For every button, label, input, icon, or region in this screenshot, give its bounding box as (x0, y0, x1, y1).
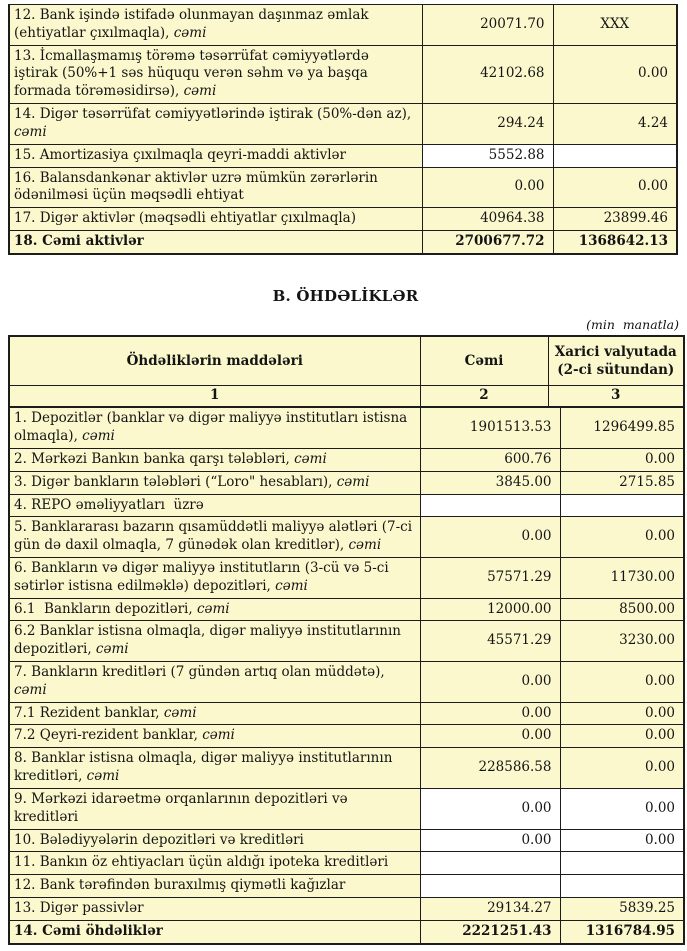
row-label-cell (9, 471, 420, 494)
total-value-cell: 1901513.53 (420, 407, 560, 448)
row-label-cell (9, 5, 422, 46)
row-label-italic-suffix: cəmi (14, 681, 47, 698)
row-label-italic-suffix: cəmi (14, 123, 47, 140)
row-label-cell (9, 875, 420, 898)
total-value-cell (420, 875, 560, 898)
table-row (9, 875, 684, 898)
foreign-currency-value-cell (560, 875, 684, 898)
foreign-currency-value-cell: 3230.00 (560, 621, 684, 662)
column-number-row (9, 386, 684, 407)
row-label-cell (9, 725, 420, 748)
row-label-italic-suffix: cəmi (202, 727, 235, 744)
table-row (9, 852, 684, 875)
total-value-cell: 0.00 (420, 662, 560, 703)
row-label-cell (9, 748, 420, 789)
table-row (9, 144, 677, 167)
row-label-cell (9, 662, 420, 703)
foreign-currency-value-cell (560, 852, 684, 875)
foreign-currency-value-cell: 0.00 (560, 748, 684, 789)
foreign-currency-value-cell: 5839.25 (560, 897, 684, 920)
foreign-currency-value-cell: 0.00 (560, 788, 684, 829)
row-label-text: 10. Bələdiyyələrin depozitləri və kreditləri (14, 831, 304, 848)
table-row (9, 45, 677, 103)
table-row (9, 208, 677, 231)
total-value-cell: 57571.29 (420, 557, 560, 598)
table-row (9, 788, 684, 829)
foreign-currency-value-cell: 0.00 (560, 702, 684, 725)
foreign-currency-value-cell (553, 144, 677, 167)
table-row (9, 557, 684, 598)
row-label-cell (9, 920, 420, 943)
row-label-text: 14. Cəmi öhdəliklər (14, 922, 163, 939)
total-value-cell: 0.00 (420, 788, 560, 829)
foreign-currency-value-cell: 0.00 (560, 517, 684, 558)
header-items-label: Öhdəliklərin maddələri (9, 336, 420, 386)
total-value-cell: 2700677.72 (422, 230, 553, 253)
foreign-currency-value-cell: 1316784.95 (560, 920, 684, 943)
liabilities-table (8, 335, 685, 945)
row-label-cell (9, 702, 420, 725)
row-label-text: 7.2 Qeyri-rezident banklar, (14, 727, 203, 744)
row-label-text: 6.1 Bankların depozitləri, (14, 600, 197, 617)
total-value-cell: 294.24 (422, 104, 553, 145)
row-label-cell (9, 208, 422, 231)
row-label-text: 8. Banklar istisna olmaqla, digər maliyyə institutlarının kreditləri, (14, 750, 393, 785)
row-label-text: 7. Bankların kreditləri (7 gündən artıq olan müddətə), (14, 664, 385, 681)
total-value-cell: 0.00 (420, 725, 560, 748)
row-label-text: 1. Depozitlər (banklar və digər maliyyə institutları istisna olmaqla), (14, 410, 408, 445)
header-foreign-currency-label: Xarici valyutada (2-ci sütundan) (548, 336, 684, 386)
row-label-cell (9, 829, 420, 852)
assets-table (8, 4, 678, 255)
row-label-cell (9, 897, 420, 920)
table-row (9, 662, 684, 703)
total-value-cell: 600.76 (420, 448, 560, 471)
row-label-cell (9, 621, 420, 662)
table-row (9, 407, 684, 448)
row-label-text: 12. Bank işində istifadə olunmayan daşınmaz əmlak (ehtiyatlar çıxılmaqla), (14, 7, 369, 41)
total-value-cell: 45571.29 (420, 621, 560, 662)
row-label-text: 7.1 Rezident banklar, (14, 704, 164, 721)
row-label-cell (9, 788, 420, 829)
table-row (9, 230, 677, 253)
foreign-currency-value-cell: 0.00 (560, 662, 684, 703)
table-row (9, 517, 684, 558)
row-label-text: 5. Banklararası bazarın qısamüddətli maliyyə alətləri (7-ci gün də daxil olmaqla, 7 günədək olan kreditlər), (14, 519, 413, 554)
liabilities-header-row (9, 336, 684, 386)
row-label-italic-suffix: cəmi (82, 428, 115, 445)
row-label-italic-suffix: cəmi (173, 24, 207, 41)
row-label-text: 4. REPO əməliyyatları üzrə (14, 496, 204, 513)
units-note: (min manatla) (586, 316, 679, 332)
row-label-text: 17. Digər aktivlər (məqsədli ehtiyatlar çıxılmaqla) (14, 210, 357, 227)
total-value-cell: 0.00 (420, 517, 560, 558)
total-value-cell: 228586.58 (420, 748, 560, 789)
row-label-cell (9, 448, 420, 471)
row-label-italic-suffix: cəmi (275, 577, 308, 594)
table-row (9, 494, 684, 517)
row-label-text: 14. Digər təsərrüfat cəmiyyətlərində iştirak (50%-dən az), (14, 106, 412, 123)
foreign-currency-value-cell: 0.00 (560, 725, 684, 748)
foreign-currency-value-cell: 11730.00 (560, 557, 684, 598)
row-label-text: 18. Cəmi aktivlər (14, 232, 144, 249)
row-label-italic-suffix: cəmi (183, 83, 217, 100)
foreign-currency-value-cell: 8500.00 (560, 598, 684, 621)
row-label-text: 2. Mərkəzi Bankın banka qarşı tələbləri, (14, 450, 295, 467)
row-label-cell (9, 230, 422, 253)
table-row (9, 167, 677, 208)
row-label-italic-suffix: cəmi (336, 473, 370, 490)
table-row (9, 920, 684, 943)
table-row (9, 448, 684, 471)
row-label-italic-suffix: cəmi (196, 600, 230, 617)
total-value-cell: 3845.00 (420, 471, 560, 494)
table-row (9, 598, 684, 621)
table-row (9, 104, 677, 145)
row-label-cell (9, 144, 422, 167)
total-value-cell: 29134.27 (420, 897, 560, 920)
total-value-cell: 2221251.43 (420, 920, 560, 943)
foreign-currency-value-cell: 1296499.85 (560, 407, 684, 448)
row-label-cell (9, 598, 420, 621)
column-number-3: 3 (548, 386, 684, 407)
row-label-text: 15. Amortizasiya çıxılmaqla qeyri-maddi aktivlər (14, 146, 346, 163)
row-label-cell (9, 517, 420, 558)
row-label-text: 9. Mərkəzi idarəetmə orqanlarının depozitləri və kreditləri (14, 790, 348, 825)
total-value-cell (420, 494, 560, 517)
header-total-label: Cəmi (420, 336, 548, 386)
total-value-cell: 40964.38 (422, 208, 553, 231)
row-label-cell (9, 852, 420, 875)
row-label-cell (9, 494, 420, 517)
row-label-text: 6.2 Banklar istisna olmaqla, digər maliyyə institutlarının depozitləri, (14, 623, 401, 658)
total-value-cell: 5552.88 (422, 144, 553, 167)
foreign-currency-value-cell: 0.00 (560, 448, 684, 471)
table-row (9, 725, 684, 748)
row-label-text: 13. Digər passivlər (14, 899, 144, 916)
table-row (9, 897, 684, 920)
table-row (9, 702, 684, 725)
table-row (9, 621, 684, 662)
table-row (9, 829, 684, 852)
table-row (9, 748, 684, 789)
foreign-currency-value-cell: 1368642.13 (553, 230, 677, 253)
total-value-cell: 0.00 (422, 167, 553, 208)
total-value-cell: 0.00 (420, 702, 560, 725)
row-label-italic-suffix: cəmi (86, 768, 120, 785)
table-row (9, 471, 684, 494)
foreign-currency-value-cell: 0.00 (560, 829, 684, 852)
row-label-italic-suffix: cəmi (294, 450, 327, 467)
table-row (9, 5, 677, 46)
row-label-cell (9, 407, 420, 448)
foreign-currency-value-cell: XXX (553, 5, 677, 46)
foreign-currency-value-cell (560, 494, 684, 517)
foreign-currency-value-cell: 23899.46 (553, 208, 677, 231)
foreign-currency-value-cell: 2715.85 (560, 471, 684, 494)
column-number-2: 2 (420, 386, 548, 407)
total-value-cell: 20071.70 (422, 5, 553, 46)
column-number-1: 1 (9, 386, 420, 407)
row-label-cell (9, 557, 420, 598)
total-value-cell: 42102.68 (422, 45, 553, 103)
row-label-text: 13. İcmallaşmamış törəmə təsərrüfat cəmiyyətlərdə iştirak (50%+1 səs hüququ verən səhm və ya başqa formada törəməsidirsə), (14, 47, 369, 100)
row-label-text: 6. Bankların və digər maliyyə institutların (3-cü və 5-ci sətirlər istisna edilməklə) depozitləri, (14, 559, 389, 594)
row-label-text: 11. Bankın öz ehtiyacları üçün aldığı ipoteka kreditləri (14, 854, 389, 871)
row-label-italic-suffix: cəmi (163, 704, 197, 721)
row-label-text: 16. Balansdankənar aktivlər uzrə mümkün zərərlərin ödənilməsi üçün məqsədli ehtiyat (14, 169, 378, 204)
foreign-currency-value-cell: 4.24 (553, 104, 677, 145)
liabilities-section-heading: B. ÖHDƏLİKLƏR (272, 286, 419, 305)
foreign-currency-value-cell: 0.00 (553, 167, 677, 208)
total-value-cell: 12000.00 (420, 598, 560, 621)
row-label-italic-suffix: cəmi (348, 537, 382, 554)
row-label-text: 3. Digər bankların tələbləri (“Loro" hesabları), (14, 473, 337, 490)
total-value-cell: 0.00 (420, 829, 560, 852)
row-label-italic-suffix: cəmi (95, 641, 129, 658)
row-label-cell (9, 45, 422, 103)
row-label-cell (9, 167, 422, 208)
foreign-currency-value-cell: 0.00 (553, 45, 677, 103)
total-value-cell (420, 852, 560, 875)
row-label-cell (9, 104, 422, 145)
row-label-text: 12. Bank tərəfindən buraxılmış qiymətli kağızlar (14, 877, 346, 894)
